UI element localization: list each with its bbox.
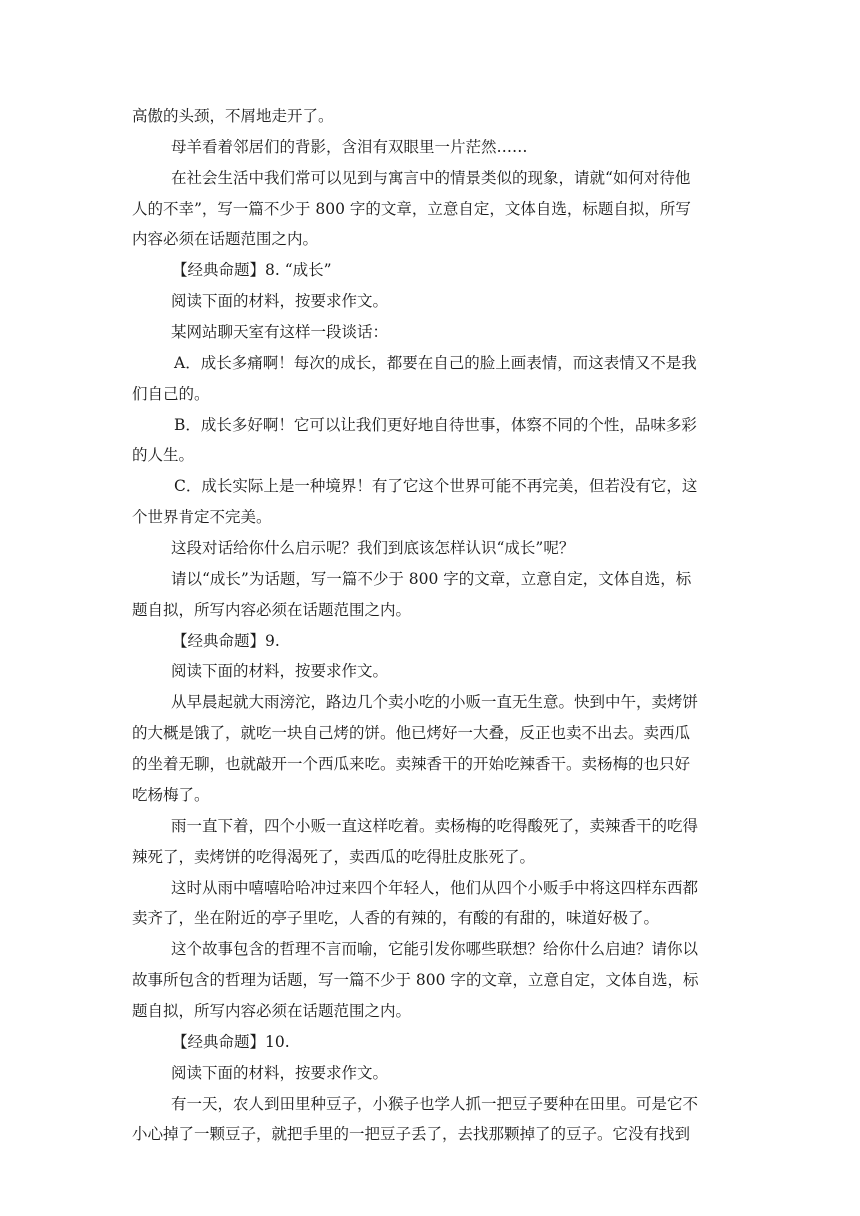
text-line: 的坐着无聊，也就敲开一个西瓜来吃。卖辣香干的开始吃辣香干。卖杨梅的也只好 — [132, 755, 691, 773]
text-line: 雨一直下着，四个小贩一直这样吃着。卖杨梅的吃得酸死了，卖辣香干的吃得 — [171, 817, 699, 835]
text-line: 内容必须在话题范围之内。 — [132, 230, 319, 248]
text-line: 在社会生活中我们常可以见到与寓言中的情景类似的现象，请就“如何对待他 — [171, 169, 691, 187]
text-line: 从早晨起就大雨滂沱，路边几个卖小吃的小贩一直无生意。快到中午，卖烤饼 — [171, 693, 699, 711]
text-line: 们自己的。 — [132, 385, 210, 403]
text-line: 某网站聊天室有这样一段谈话： — [171, 323, 389, 341]
text-line: 人的不幸”，写一篇不少于 800 字的文章，立意自定，文体自选，标题自拟，所写 — [132, 200, 691, 218]
text-line: 阅读下面的材料，按要求作文。 — [171, 292, 389, 310]
text-line: 的大概是饿了，就吃一块自己烤的饼。他已烤好一大叠，反正也卖不出去。卖西瓜 — [132, 724, 691, 742]
text-line: 辣死了，卖烤饼的吃得渴死了，卖西瓜的吃得肚皮胀死了。 — [132, 848, 536, 866]
section-heading: 【经典命题】10. — [172, 1033, 290, 1051]
text-line: 阅读下面的材料，按要求作文。 — [171, 1064, 389, 1082]
text-line: 请以“成长”为话题，写一篇不少于 800 字的文章，立意自定，文体自选，标 — [171, 570, 692, 588]
text-line: 题自拟，所写内容必须在话题范围之内。 — [132, 601, 412, 619]
text-line: 阅读下面的材料，按要求作文。 — [171, 662, 389, 680]
text-line: 这段对话给你什么启示呢？我们到底该怎样认识“成长”呢？ — [171, 539, 575, 557]
text-line: C．成长实际上是一种境界！有了它这个世界可能不再完美，但若没有它，这 — [174, 477, 698, 495]
text-line: 个世界肯定不完美。 — [132, 508, 272, 526]
text-line: 小心掉了一颗豆子，就把手里的一把豆子丢了，去找那颗掉了的豆子。它没有找到 — [132, 1125, 691, 1143]
text-line: 有一天，农人到田里种豆子，小猴子也学人抓一把豆子要种在田里。可是它不 — [171, 1095, 699, 1113]
text-line: 这个故事包含的哲理不言而喻，它能引发你哪些联想？给你什么启迪？请你以 — [171, 940, 699, 958]
text-line: 吃杨梅了。 — [132, 786, 210, 804]
text-line: 题自拟，所写内容必须在话题范围之内。 — [132, 1002, 412, 1020]
text-line: B．成长多好啊！它可以让我们更好地自待世事，体察不同的个性，品味多彩 — [174, 416, 697, 434]
section-heading: 【经典命题】9. — [172, 632, 280, 650]
text-line: 这时从雨中嘻嘻哈哈冲过来四个年轻人，他们从四个小贩手中将这四样东西都 — [171, 879, 699, 897]
text-line: 高傲的头颈，不屑地走开了。 — [132, 107, 334, 125]
section-heading: 【经典命题】8. “成长” — [172, 261, 332, 279]
text-line: 卖齐了，坐在附近的亭子里吃，人香的有辣的，有酸的有甜的，味道好极了。 — [132, 909, 660, 927]
text-line: 母羊看着邻居们的背影，含泪有双眼里一片茫然…… — [171, 138, 528, 156]
text-line: 的人生。 — [132, 446, 195, 464]
text-line: A．成长多痛啊！每次的成长，都要在自己的脸上画表情，而这表情又不是我 — [174, 354, 697, 372]
text-line: 故事所包含的哲理为话题，写一篇不少于 800 字的文章，立意自定，文体自选，标 — [132, 971, 699, 989]
